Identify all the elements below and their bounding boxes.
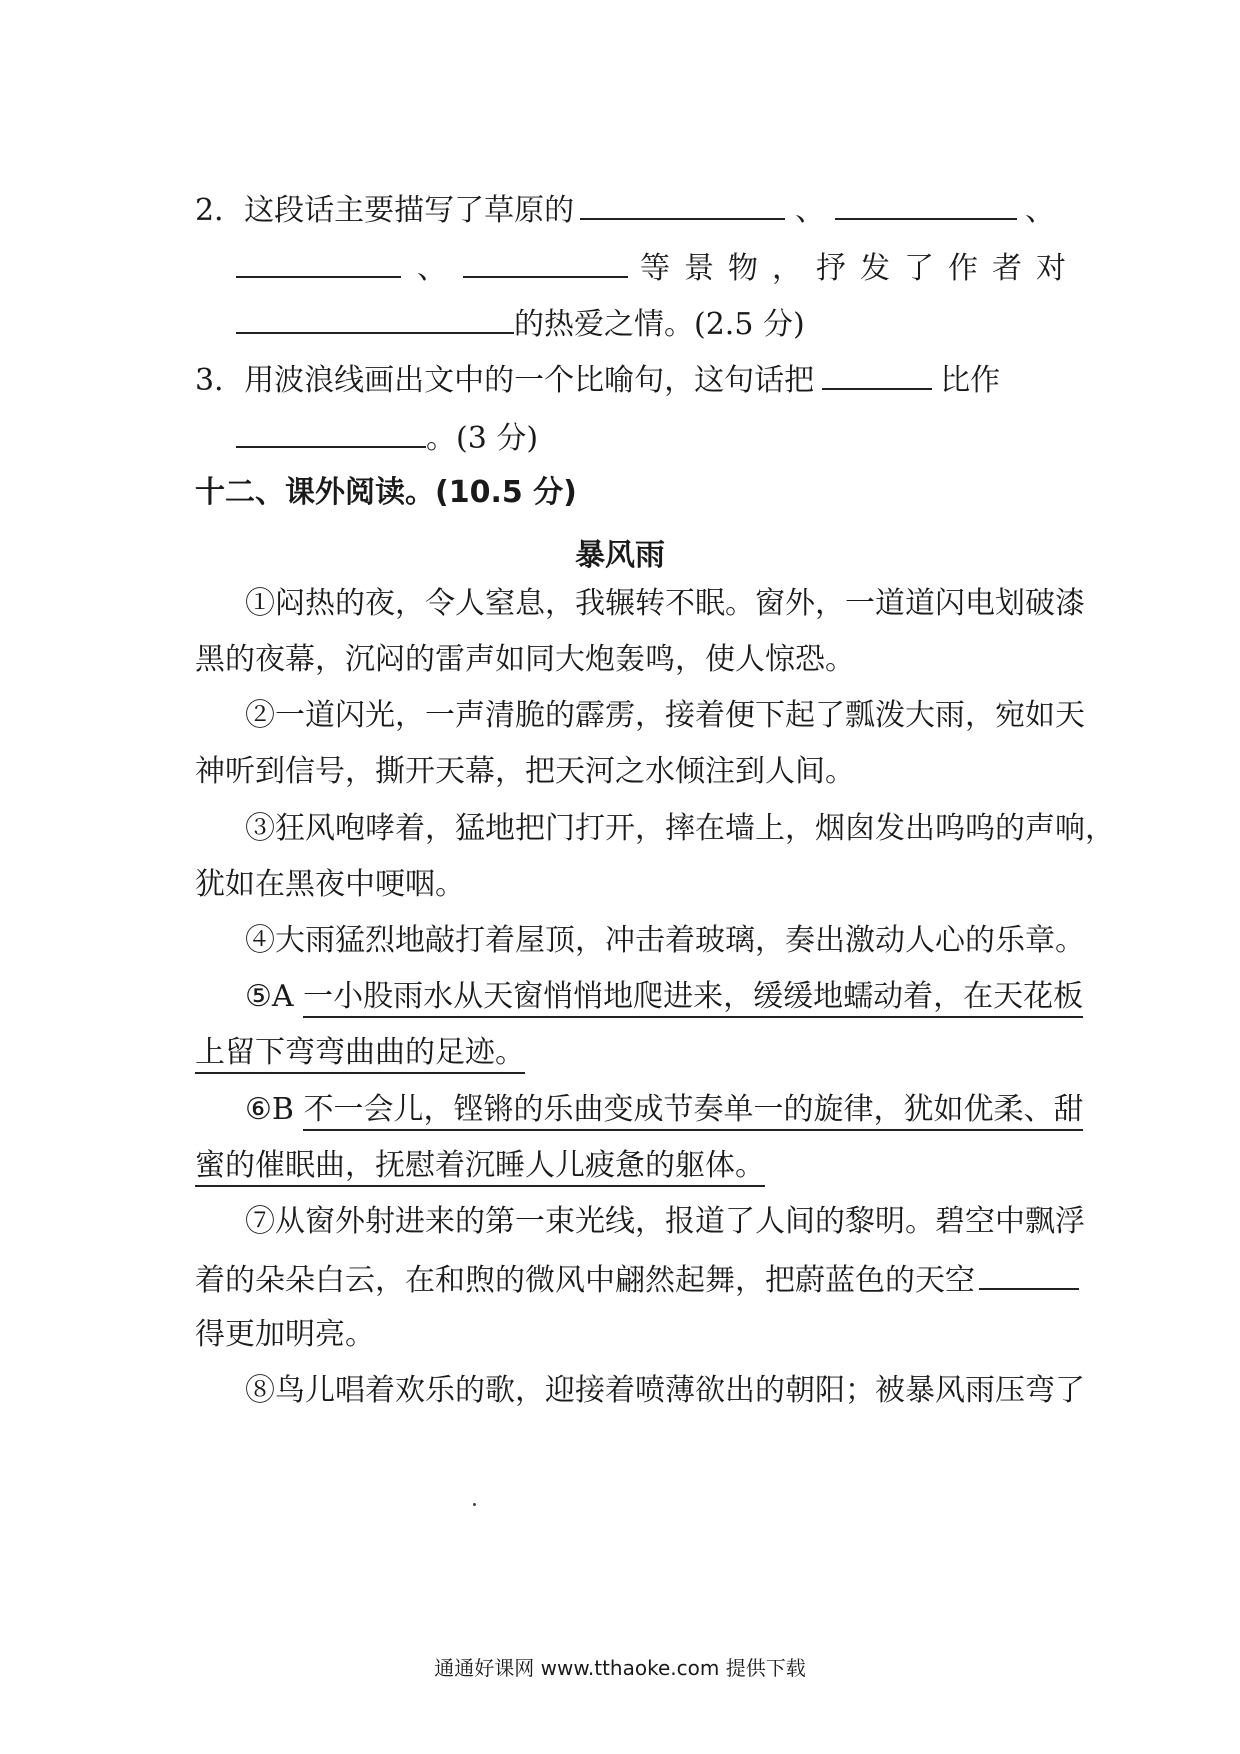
q2-sep-1: 、 (795, 193, 826, 228)
q3-text-1: 用波浪线画出文中的一个比喻句，这句话把 (244, 363, 815, 398)
section-12-heading: 十二、课外阅读。(10.5 分) (195, 475, 577, 510)
paragraph-4-line-1: ④大雨猛烈地敲打着屋顶，冲击着玻璃，奏出激动人心的乐章。 (245, 923, 1085, 958)
stray-dot (473, 1503, 476, 1506)
sentence-b-part-2: 蜜的催眠曲，抚慰着沉睡人儿疲惫的躯体。 (195, 1148, 765, 1187)
paragraph-3-line-1: ③狂风咆哮着，猛地把门打开，摔在墙上，烟囱发出呜呜的声响， (245, 811, 1115, 846)
q3-blank-2[interactable] (236, 416, 426, 448)
article-title: 暴风雨 (575, 538, 665, 573)
paragraph-5-line-2 (195, 1033, 1045, 1073)
q2-text-2: 等景物，抒发了作者对 (640, 251, 1080, 286)
footer-watermark: 通通好课网 www.tthaoke.com 提供下载 (434, 1656, 806, 1680)
paragraph-7-line-1: ⑦从窗外射进来的第一束光线，报道了人间的黎明。碧空中飘浮 (245, 1204, 1085, 1239)
paragraph-1-line-2: 黑的夜幕，沉闷的雷声如同大炮轰鸣，使人惊恐。 (195, 642, 855, 677)
q2-line-2 (236, 246, 1086, 289)
paragraph-3-line-2: 犹如在黑夜中哽咽。 (195, 867, 465, 902)
q2-blank-2[interactable] (835, 188, 1017, 220)
q3-text-2: 比作 (940, 363, 1001, 398)
paragraph-1-line-1: ①闷热的夜，令人窒息，我辗转不眠。窗外，一道道闪电划破漆 (245, 586, 1085, 621)
paragraph-7-line-3: 得更加明亮。 (195, 1317, 375, 1352)
sentence-a-part-2: 上留下弯弯曲曲的足迹。 (195, 1035, 525, 1074)
paragraph-5-line-1 (245, 977, 1095, 1017)
q2-blank-1[interactable] (580, 188, 785, 220)
q2-number: 2． (195, 193, 245, 228)
paragraph-2-line-1: ②一道闪光，一声清脆的霹雳，接着便下起了瓢泼大雨，宛如天 (245, 698, 1085, 733)
q2-sep-2: 、 (1025, 193, 1056, 228)
q2-sep-3: 、 (417, 251, 447, 286)
q3-line-2 (236, 416, 1086, 459)
q2-blank-5[interactable] (236, 302, 514, 334)
q2-text-1: 这段话主要描写了草原的 (244, 193, 575, 228)
q2-blank-3[interactable] (236, 246, 401, 278)
paragraph-7-blank[interactable] (979, 1258, 1079, 1290)
q2-blank-4[interactable] (463, 246, 628, 278)
paragraph-7-line-2 (195, 1258, 1045, 1301)
q3-text-3: 。(3 分) (426, 421, 539, 456)
q2-text-3: 的热爱之情。(2.5 分) (514, 307, 805, 342)
q2-line-3 (236, 302, 1086, 345)
q3-line-1 (195, 358, 1045, 401)
paragraph-8-line-1: ⑧鸟儿唱着欢乐的歌，迎接着喷薄欲出的朝阳；被暴风雨压弯了 (245, 1373, 1085, 1408)
paragraph-6-line-2 (195, 1146, 1045, 1186)
paragraph-2-line-2: 神听到信号，撕开天幕，把天河之水倾注到人间。 (195, 754, 855, 789)
sentence-b-marker: ⑥B (245, 1092, 304, 1127)
q3-number: 3． (195, 363, 245, 398)
paragraph-6-line-1 (245, 1090, 1095, 1130)
q3-blank-1[interactable] (822, 358, 932, 390)
sentence-a-marker: ⑤A (245, 979, 304, 1014)
paragraph-7-text-2: 着的朵朵白云，在和煦的微风中翩然起舞，把蔚蓝色的天空 (195, 1263, 975, 1298)
q2-line-1 (195, 188, 1056, 231)
sentence-b-part-1: 不一会儿，铿锵的乐曲变成节奏单一的旋律，犹如优柔、甜 (303, 1092, 1083, 1131)
sentence-a-part-1: 一小股雨水从天窗悄悄地爬进来，缓缓地蠕动着，在天花板 (303, 979, 1083, 1018)
